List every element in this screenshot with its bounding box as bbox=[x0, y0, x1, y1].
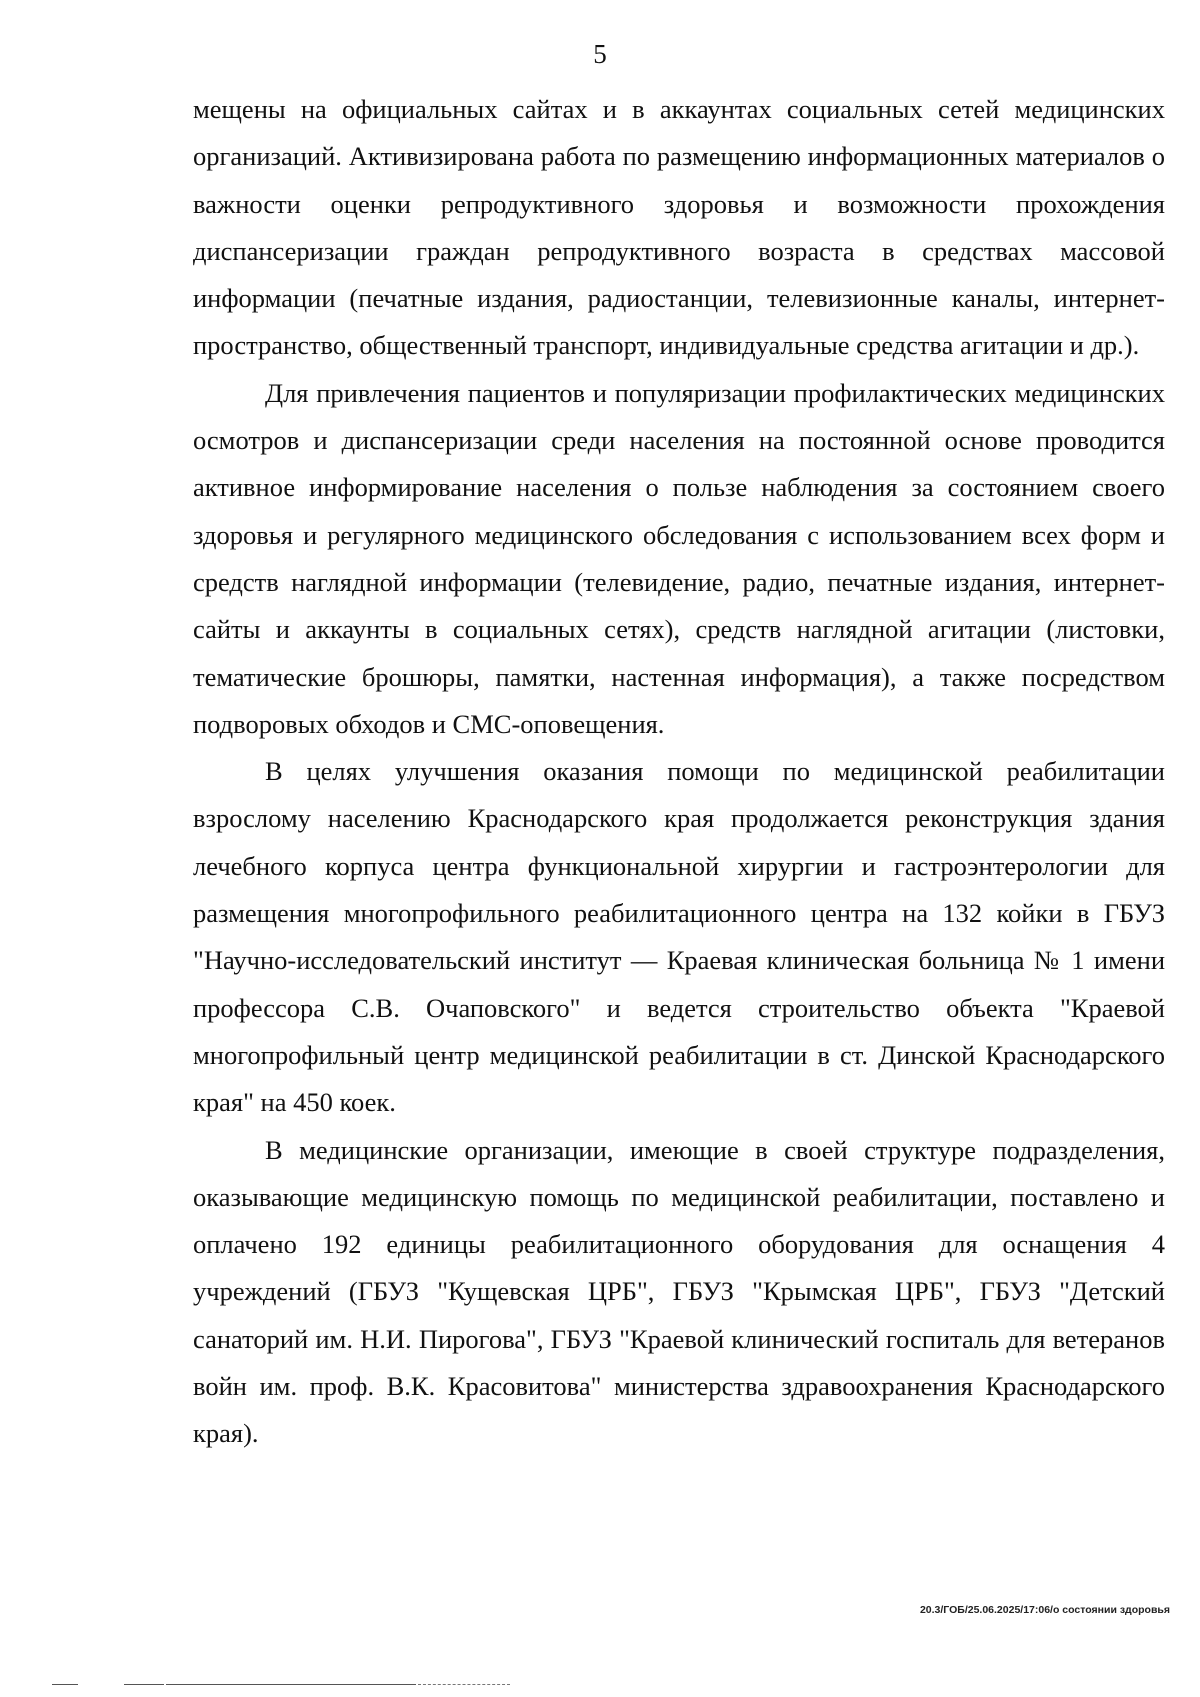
document-footer-code: 20.3/ГОБ/25.06.2025/17:06/о состоянии здоровья bbox=[919, 1604, 1170, 1616]
page-number: 5 bbox=[593, 39, 607, 69]
paragraph-preventive-examinations: Для привлечения пациентов и популяризации профилактических медицинских осмотров и диспансеризации среди населения на постоянной основе проводится активное информирование населения о пользе наблюдения за состоянием своего здоровья и регулярного медицинского обследования с использованием всех форм и средств наглядной информации (телевидение, радио, печатные издания, интернет-сайты и аккаунты в социальных сетях), средств наглядной агитации (листовки, тематические брошюры, памятки, настенная информация), а также посредством подворовых обходов и СМС-оповещения. bbox=[193, 377, 1165, 739]
bottom-scan-line bbox=[418, 1684, 510, 1685]
bottom-scan-line bbox=[52, 1684, 78, 1685]
document-body bbox=[193, 86, 1165, 1458]
bottom-scan-line bbox=[124, 1684, 164, 1685]
paragraph-information-materials: мещены на официальных сайтах и в аккаунтах социальных сетей медицинских организаций. Активизирована работа по размещению информационных материалов о важности оценки репродуктивного здоровья и возможности прохождения диспансеризации граждан репродуктивного возраста в средствах массовой информации (печатные издания, радиостанции, телевизионные каналы, интернет-пространство, общественный транспорт, индивидуальные средства агитации и др.). bbox=[193, 94, 1165, 361]
paragraph-rehabilitation-equipment: В медицинские организации, имеющие в своей структуре подразделения, оказывающие медицинскую помощь по медицинской реабилитации, поставлено и оплачено 192 единицы реабилитационного оборудования для оснащения 4 учреждений (ГБУЗ "Кущевская ЦРБ", ГБУЗ "Крымская ЦРБ", ГБУЗ "Детский санаторий им. Н.И. Пирогова", ГБУЗ "Краевой клинический госпиталь для ветеранов войн им. проф. В.К. Красовитова" министерства здравоохранения Краснодарского края). bbox=[193, 1134, 1165, 1449]
bottom-scan-line bbox=[166, 1684, 416, 1685]
paragraph-rehabilitation-center: В целях улучшения оказания помощи по медицинской реабилитации взрослому населению Краснодарского края продолжается реконструкция здания лечебного корпуса центра функциональной хирургии и гастроэнтерологии для размещения многопрофильного реабилитационного центра на 132 койки в ГБУЗ "Научно-исследовательский институт — Краевая клиническая больница № 1 имени профессора С.В. Очаповского" и ведется строительство объекта "Краевой многопрофильный центр медицинской реабилитации в ст. Динской Краснодарского края" на 450 коек. bbox=[193, 756, 1165, 1118]
